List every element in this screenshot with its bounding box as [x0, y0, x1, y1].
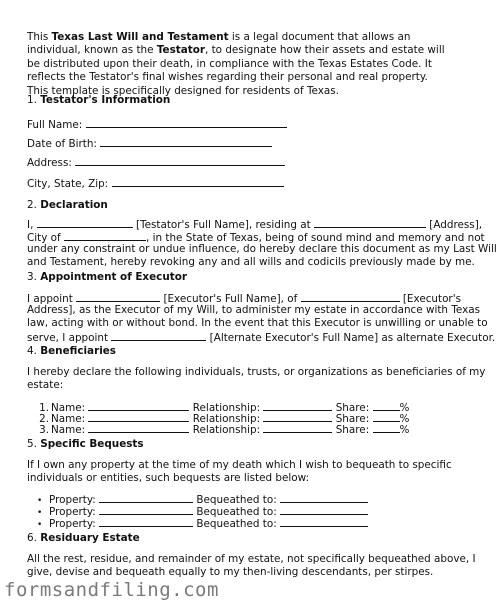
testator-address-input[interactable]: [314, 217, 426, 228]
full-name-field: [27, 117, 287, 132]
bullet-icon: •: [37, 508, 43, 518]
dob-input[interactable]: [100, 136, 272, 147]
bullet-icon: •: [37, 496, 43, 506]
residuary-line-1: All the rest, residue, and remainder of my estate, not specifically bequeathed above, I: [27, 553, 476, 565]
city-input[interactable]: [112, 176, 284, 187]
beneficiaries-intro-2: estate:: [27, 379, 64, 391]
intro-paragraph: [27, 31, 449, 98]
beneficiary-relationship-input[interactable]: [263, 422, 332, 433]
executor-line-2: Address], as the Executor of my Will, to administer my estate in accordance with Texas: [27, 304, 481, 316]
section-6-heading: 6. Residuary Estate: [27, 532, 140, 544]
beneficiary-name-input[interactable]: [88, 411, 189, 422]
beneficiary-name-input[interactable]: [88, 422, 189, 433]
section-2-heading: 2. Declaration: [27, 199, 108, 211]
declaration-line-1: I, [Testator's Full Name], residing at [Address],: [27, 219, 483, 231]
intro-text: , to designate how their assets and estate will be distributed upon their death, in compliance with the Texas Estates Code. It reflects the Testator's final wishes regarding their personal and real property. This template is specifically designed for residents of Texas.: [27, 44, 445, 97]
beneficiary-row: 3. Name: Relationship: Share: %: [39, 424, 410, 436]
full-name-label: Full Name:: [27, 119, 83, 131]
dob-field: [27, 136, 272, 151]
executor-address-input[interactable]: [301, 291, 400, 302]
bequeathed-to-input[interactable]: [280, 516, 368, 527]
beneficiary-relationship-input[interactable]: [263, 400, 332, 411]
city-label: City, State, Zip:: [27, 178, 109, 190]
beneficiary-name-input[interactable]: [88, 400, 189, 411]
bequest-row: • Property: Bequeathed to:: [37, 492, 368, 508]
address-input[interactable]: [75, 155, 285, 166]
beneficiaries-intro-1: I hereby declare the following individuals, trusts, or organizations as beneficiaries of my: [27, 366, 486, 378]
property-input[interactable]: [99, 504, 193, 515]
address-label: Address:: [27, 157, 72, 169]
address-field: [27, 155, 285, 170]
full-name-input[interactable]: [86, 117, 287, 128]
executor-name-input[interactable]: [76, 291, 160, 302]
residuary-line-2: give, devise and bequeath equally to my then-living descendants, per stirpes.: [27, 566, 434, 578]
beneficiary-share-input[interactable]: [373, 400, 400, 411]
executor-line-1: I appoint [Executor's Full Name], of [Executor's: [27, 293, 461, 305]
beneficiary-row: 1. Name: Relationship: Share: %: [39, 402, 410, 414]
section-5-heading: 5. Specific Bequests: [27, 438, 144, 450]
declaration-line-4: and Testament, hereby revoking any and all wills and codicils previously made by me.: [27, 256, 475, 268]
property-input[interactable]: [99, 492, 193, 503]
bequests-intro-2: individuals or entities, such bequests are listed below:: [27, 472, 310, 484]
bequest-row: • Property: Bequeathed to:: [37, 516, 368, 532]
declaration-line-2: City of , in the State of Texas, being of sound mind and memory and not: [27, 232, 485, 244]
testator-name-input[interactable]: [37, 217, 133, 228]
alternate-executor-input[interactable]: [111, 330, 206, 341]
intro-bold-title: Texas Last Will and Testament: [51, 31, 229, 43]
intro-bold-testator: Testator: [156, 44, 205, 57]
bequests-intro-1: If I own any property at the time of my death which I wish to bequeath to specific: [27, 459, 452, 471]
dob-label: Date of Birth:: [27, 138, 97, 150]
executor-line-3: law, acting with or without bond. In the event that this Executor is unwilling or unable to: [27, 317, 488, 329]
watermark: formsandfiling.com: [4, 579, 219, 601]
bullet-icon: •: [37, 520, 43, 530]
beneficiary-share-input[interactable]: [373, 411, 400, 422]
bequeathed-to-input[interactable]: [280, 504, 368, 515]
beneficiary-row: 2. Name: Relationship: Share: %: [39, 413, 410, 425]
section-4-heading: 4. Beneficiaries: [27, 345, 116, 357]
declaration-line-3: under any constraint or undue influence, do hereby declare this document as my Last Will: [27, 243, 497, 255]
section-1-heading: 1. Testator's Information: [27, 94, 171, 106]
intro-text: is a legal document that allows an individual, known as the: [27, 31, 411, 57]
section-3-heading: 3. Appointment of Executor: [27, 271, 187, 283]
city-field: [27, 176, 284, 191]
beneficiary-relationship-input[interactable]: [263, 411, 332, 422]
bequest-row: • Property: Bequeathed to:: [37, 504, 368, 520]
beneficiary-share-input[interactable]: [373, 422, 400, 433]
bequeathed-to-input[interactable]: [280, 492, 368, 503]
city-of-input[interactable]: [64, 230, 146, 241]
executor-line-4: serve, I appoint [Alternate Executor's Full Name] as alternate Executor.: [27, 332, 496, 344]
property-input[interactable]: [99, 516, 193, 527]
intro-text: This: [27, 31, 52, 43]
